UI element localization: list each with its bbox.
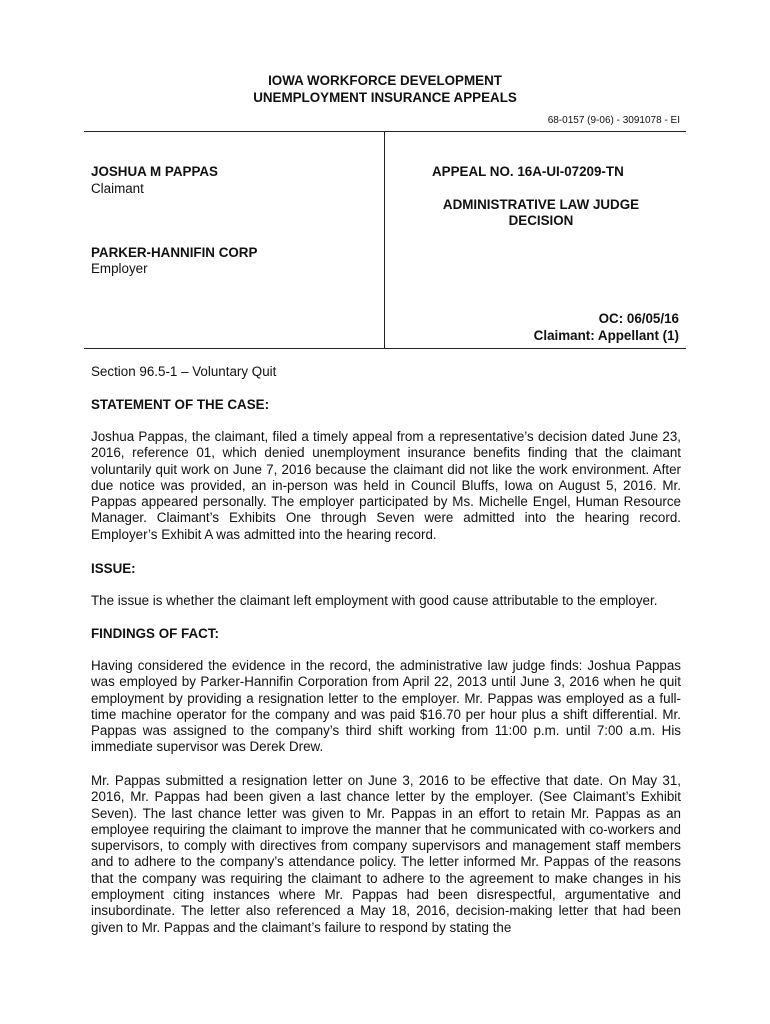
claimant-name: JOSHUA M PAPPAS <box>91 164 218 179</box>
section-reference: Section 96.5-1 – Voluntary Quit <box>91 364 277 379</box>
agency-title: IOWA WORKFORCE DEVELOPMENT <box>268 73 502 88</box>
oc-date: OC: 06/05/16 <box>598 311 679 326</box>
form-number: 68-0157 (9-06) - 3091078 - EI <box>547 115 680 126</box>
decision-title <box>432 197 650 229</box>
issue-body <box>91 593 681 609</box>
statement-body <box>91 429 681 543</box>
appeal-number: APPEAL NO. 16A-UI-07209-TN <box>432 164 624 179</box>
issue-heading: ISSUE: <box>91 561 136 576</box>
claimant-label: Claimant <box>91 181 144 196</box>
decision-title-line1: ADMINISTRATIVE LAW JUDGE <box>442 197 640 212</box>
statement-heading: STATEMENT OF THE CASE: <box>91 397 270 412</box>
caption-divider <box>384 131 385 349</box>
findings-body-1 <box>91 658 681 756</box>
header-rule <box>84 131 686 132</box>
employer-name: PARKER-HANNIFIN CORP <box>91 245 258 260</box>
statement-paragraph: Joshua Pappas, the claimant, filed a timely appeal from a representative’s decision dated June 23, 2016, reference 01, which denied unemployment insurance benefits finding that the claimant voluntarily quit work on June 7, 2016 because the claimant did not like the work environment. After due notice was provided, an in-person was held in Council Bluffs, Iowa on August 5, 2016. Mr. Pappas appeared personally. The employer participated by Ms. Michelle Engel, Human Resource Manager. Claimant’s Exhibits One through Seven were admitted into the hearing record. Employer’s Exhibit A was admitted into the hearing record. <box>91 429 681 542</box>
division-title: UNEMPLOYMENT INSURANCE APPEALS <box>253 90 517 105</box>
caption-bottom-rule <box>84 348 686 349</box>
claimant-status: Claimant: Appellant (1) <box>533 328 679 343</box>
employer-label: Employer <box>91 261 148 276</box>
findings-body-2 <box>91 773 681 936</box>
findings-paragraph-1: Having considered the evidence in the record, the administrative law judge finds: Joshua Pappas was employed by Parker-Hannifin Corporation from April 22, 2013 until June 3, 2016 when he quit employment by providing a resignation letter to the employer. Mr. Pappas was employed as a full-time machine operator for the company and was paid $16.70 per hour plus a shift differential. Mr. Pappas was assigned to the company’s third shift working from 11:00 p.m. until 7:00 a.m. His immediate supervisor was Derek Drew. <box>91 658 681 755</box>
decision-title-line2: DECISION <box>508 213 574 228</box>
findings-heading: FINDINGS OF FACT: <box>91 626 219 641</box>
findings-paragraph-2: Mr. Pappas submitted a resignation letter on June 3, 2016 to be effective that date. On May 31, 2016, Mr. Pappas had been given a last chance letter by the employer. (See Claimant’s Exhibit Seven). The last chance letter was given to Mr. Pappas in an effort to retain Mr. Pappas as an employee requiring the claimant to improve the manner that he communicated with co-workers and supervisors, to comply with directives from company supervisors and management staff members and to adhere to the company’s attendance policy. The letter informed Mr. Pappas of the reasons that the company was requiring the claimant to adhere to the agreement to make changes in his employment citing instances where Mr. Pappas had been disrespectful, argumentative and insubordinate. The letter also referenced a May 18, 2016, decision-making letter that had been given to Mr. Pappas and the claimant’s failure to respond by stating the <box>91 773 681 935</box>
issue-paragraph: The issue is whether the claimant left employment with good cause attributable to the employer. <box>91 593 658 608</box>
